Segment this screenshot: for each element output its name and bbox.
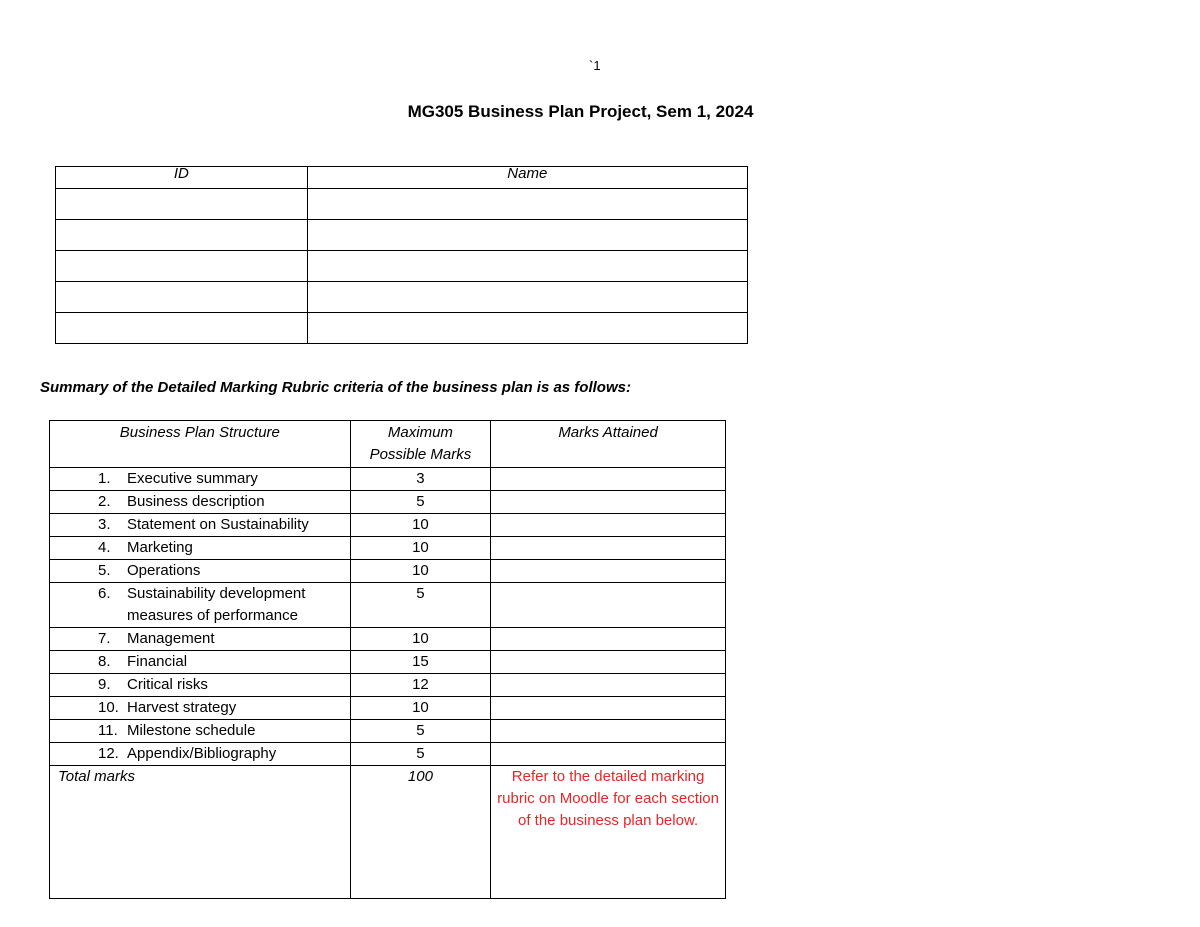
marking-rubric-table xyxy=(49,420,726,899)
rubric-item xyxy=(50,743,351,766)
structure-column-header: Business Plan Structure xyxy=(50,421,351,468)
item-label: Executive summary xyxy=(127,470,258,487)
item-label: Critical risks xyxy=(127,676,208,693)
item-label: Marketing xyxy=(127,539,193,556)
rubric-row xyxy=(50,743,726,766)
rubric-row xyxy=(50,720,726,743)
max-marks-value: 10 xyxy=(350,514,490,537)
rubric-row xyxy=(50,468,726,491)
item-number: 1. xyxy=(98,470,111,487)
item-number: 10. xyxy=(98,699,119,716)
name-column-header: Name xyxy=(307,167,747,189)
max-marks-value: 15 xyxy=(350,651,490,674)
rubric-summary-heading: Summary of the Detailed Marking Rubric criteria of the business plan is as follows: xyxy=(40,379,631,396)
item-number: 9. xyxy=(98,676,111,693)
rubric-row xyxy=(50,697,726,720)
total-marks-label: Total marks xyxy=(50,766,351,899)
max-marks-header-line2: Possible Marks xyxy=(369,446,472,463)
item-number: 4. xyxy=(98,539,111,556)
marks-attained-cell[interactable] xyxy=(491,628,726,651)
item-number: 7. xyxy=(98,630,111,647)
rubric-row xyxy=(50,628,726,651)
item-label: Statement on Sustainability xyxy=(127,516,309,533)
name-cell[interactable] xyxy=(307,220,747,251)
rubric-item xyxy=(50,720,351,743)
page-number: `1 xyxy=(589,58,601,73)
id-table-row xyxy=(56,189,748,220)
max-marks-value: 12 xyxy=(350,674,490,697)
rubric-item xyxy=(50,491,351,514)
id-table-row xyxy=(56,282,748,313)
name-cell[interactable] xyxy=(307,189,747,220)
item-label: Operations xyxy=(127,562,201,579)
max-marks-value: 5 xyxy=(350,491,490,514)
max-marks-column-header xyxy=(350,421,490,468)
marks-attained-cell[interactable] xyxy=(491,720,726,743)
rubric-row xyxy=(50,560,726,583)
marks-attained-cell[interactable] xyxy=(491,537,726,560)
item-label: Business description xyxy=(127,493,265,510)
rubric-item xyxy=(50,583,351,628)
item-label: Financial xyxy=(127,653,188,670)
max-marks-value: 5 xyxy=(350,583,490,628)
rubric-item xyxy=(50,560,351,583)
id-cell[interactable] xyxy=(56,282,308,313)
student-id-table xyxy=(55,166,748,344)
rubric-row xyxy=(50,583,726,628)
name-cell[interactable] xyxy=(307,313,747,344)
moodle-rubric-note: Refer to the detailed marking rubric on Moodle for each section of the business plan below. xyxy=(491,766,726,899)
rubric-item xyxy=(50,468,351,491)
rubric-item xyxy=(50,537,351,560)
item-number: 11. xyxy=(98,722,118,739)
item-number: 2. xyxy=(98,493,111,510)
rubric-item xyxy=(50,674,351,697)
max-marks-value: 10 xyxy=(350,560,490,583)
max-marks-value: 10 xyxy=(350,697,490,720)
item-number: 3. xyxy=(98,516,111,533)
marks-attained-cell[interactable] xyxy=(491,743,726,766)
item-label: Management xyxy=(127,630,215,647)
max-marks-value: 10 xyxy=(350,537,490,560)
id-cell[interactable] xyxy=(56,313,308,344)
item-number: 8. xyxy=(98,653,111,670)
item-label: Milestone schedule xyxy=(127,722,256,739)
item-number: 6. xyxy=(98,585,111,602)
id-table-header-row xyxy=(56,167,748,189)
item-label: Harvest strategy xyxy=(127,699,237,716)
id-table-row xyxy=(56,313,748,344)
name-cell[interactable] xyxy=(307,251,747,282)
rubric-item xyxy=(50,628,351,651)
rubric-item xyxy=(50,514,351,537)
item-label: Sustainability development measures of performance xyxy=(127,585,306,624)
marks-attained-cell[interactable] xyxy=(491,583,726,628)
max-marks-value: 5 xyxy=(350,743,490,766)
marks-attained-cell[interactable] xyxy=(491,491,726,514)
rubric-row xyxy=(50,674,726,697)
rubric-row xyxy=(50,537,726,560)
marks-attained-column-header: Marks Attained xyxy=(491,421,726,468)
rubric-item xyxy=(50,697,351,720)
id-cell[interactable] xyxy=(56,251,308,282)
id-table-row xyxy=(56,251,748,282)
rubric-total-row xyxy=(50,766,726,899)
max-marks-value: 3 xyxy=(350,468,490,491)
id-cell[interactable] xyxy=(56,189,308,220)
document-title: MG305 Business Plan Project, Sem 1, 2024 xyxy=(407,102,754,121)
marks-attained-cell[interactable] xyxy=(491,651,726,674)
marks-attained-cell[interactable] xyxy=(491,560,726,583)
marks-attained-cell[interactable] xyxy=(491,697,726,720)
marks-attained-cell[interactable] xyxy=(491,468,726,491)
max-marks-value: 10 xyxy=(350,628,490,651)
total-marks-value: 100 xyxy=(350,766,490,899)
rubric-row xyxy=(50,651,726,674)
rubric-item xyxy=(50,651,351,674)
id-column-header: ID xyxy=(56,167,308,189)
item-number: 12. xyxy=(98,745,119,762)
max-marks-header-line1: Maximum xyxy=(387,424,453,441)
marks-attained-cell[interactable] xyxy=(491,514,726,537)
id-cell[interactable] xyxy=(56,220,308,251)
rubric-header-row xyxy=(50,421,726,468)
marks-attained-cell[interactable] xyxy=(491,674,726,697)
max-marks-value: 5 xyxy=(350,720,490,743)
name-cell[interactable] xyxy=(307,282,747,313)
id-table-row xyxy=(56,220,748,251)
rubric-row xyxy=(50,514,726,537)
item-label: Appendix/Bibliography xyxy=(127,745,277,762)
item-number: 5. xyxy=(98,562,111,579)
rubric-row xyxy=(50,491,726,514)
